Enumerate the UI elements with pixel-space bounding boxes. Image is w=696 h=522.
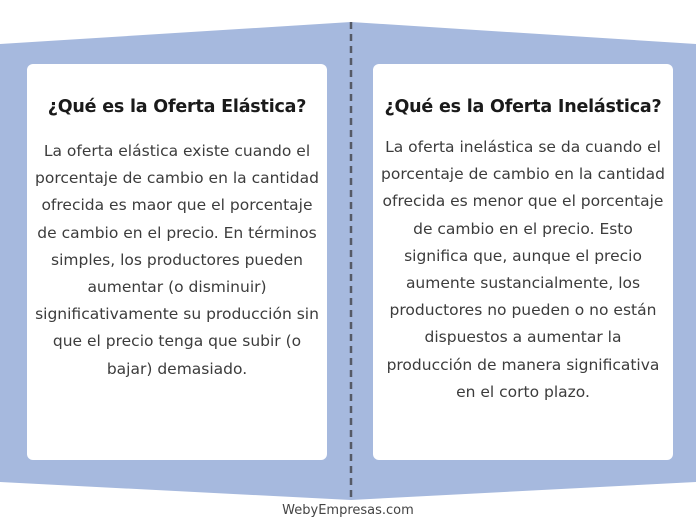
elastic-supply-card xyxy=(27,64,327,460)
inelastic-supply-card xyxy=(373,64,673,460)
site-watermark: WebyEmpresas.com xyxy=(282,503,414,518)
inelastic-supply-title: ¿Qué es la Oferta Inelástica? xyxy=(384,97,662,117)
elastic-supply-title: ¿Qué es la Oferta Elástica? xyxy=(47,97,307,117)
inelastic-supply-description: La oferta inelástica se da cuando el porcentaje de cambio en la cantidad ofrecida es menor que el porcentaje de cambio en el precio. Esto significa que, aunque el precio aumente sustancialmente, los productores no pueden o no están dispuestos a aumentar la producción de manera significativa en el corto plazo. xyxy=(381,138,665,401)
elastic-supply-description: La oferta elástica existe cuando el porcentaje de cambio en la cantidad ofrecida es maor que el porcentaje de cambio en el precio. En términos simples, los productores pueden aumentar (o disminuir) significativamente su producción sin que el precio tenga que subir (o bajar) demasiado. xyxy=(35,142,319,378)
